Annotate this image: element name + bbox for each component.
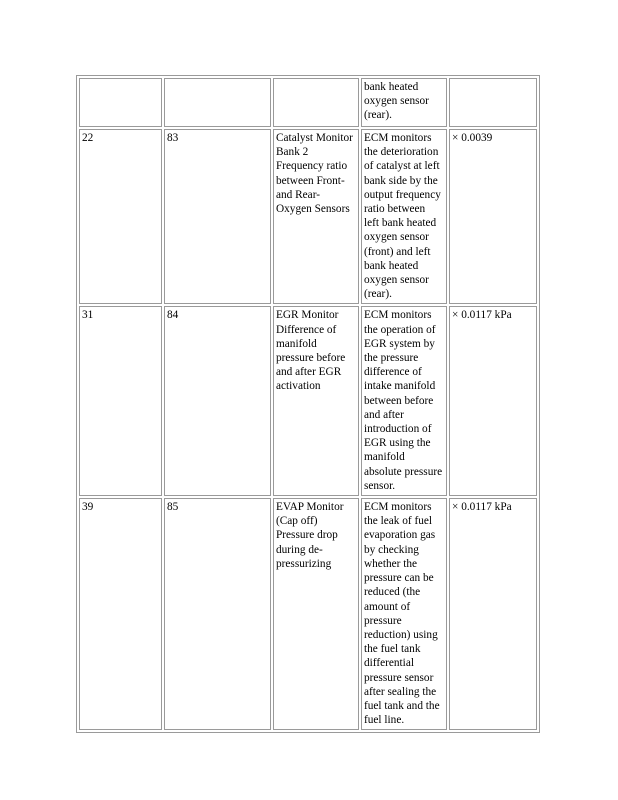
unit-cell: × 0.0117 kPa bbox=[449, 498, 537, 730]
tid-cell: 39 bbox=[79, 498, 162, 730]
cid-cell: 83 bbox=[164, 129, 271, 304]
table-row bbox=[79, 129, 537, 304]
table-row bbox=[79, 306, 537, 496]
monitor-cell: Catalyst Monitor Bank 2 Frequency ratio between Front- and Rear- Oxygen Sensors bbox=[273, 129, 359, 304]
description-cell: ECM monitors the deterioration of catalyst at left bank side by the output frequency ratio between left bank heated oxygen sensor (front) and left bank heated oxygen sensor (rear). bbox=[361, 129, 447, 304]
tid-cell: 31 bbox=[79, 306, 162, 496]
monitor-table bbox=[76, 75, 540, 733]
tid-cell bbox=[79, 78, 162, 127]
table-row bbox=[79, 498, 537, 730]
unit-cell bbox=[449, 78, 537, 127]
description-cell: bank heated oxygen sensor (rear). bbox=[361, 78, 447, 127]
table-row bbox=[79, 78, 537, 127]
description-cell: ECM monitors the operation of EGR system by the pressure difference of intake manifold between before and after introduction of EGR using the manifold absolute pressure sensor. bbox=[361, 306, 447, 496]
tid-cell: 22 bbox=[79, 129, 162, 304]
cid-cell bbox=[164, 78, 271, 127]
cid-cell: 85 bbox=[164, 498, 271, 730]
unit-cell: × 0.0039 bbox=[449, 129, 537, 304]
monitor-cell: EGR Monitor Difference of manifold pressure before and after EGR activation bbox=[273, 306, 359, 496]
monitor-cell bbox=[273, 78, 359, 127]
unit-cell: × 0.0117 kPa bbox=[449, 306, 537, 496]
description-cell: ECM monitors the leak of fuel evaporation gas by checking whether the pressure can be reduced (the amount of pressure reduction) using the fuel tank differential pressure sensor after sealing the fuel tank and the fuel line. bbox=[361, 498, 447, 730]
monitor-cell: EVAP Monitor (Cap off) Pressure drop during de- pressurizing bbox=[273, 498, 359, 730]
cid-cell: 84 bbox=[164, 306, 271, 496]
